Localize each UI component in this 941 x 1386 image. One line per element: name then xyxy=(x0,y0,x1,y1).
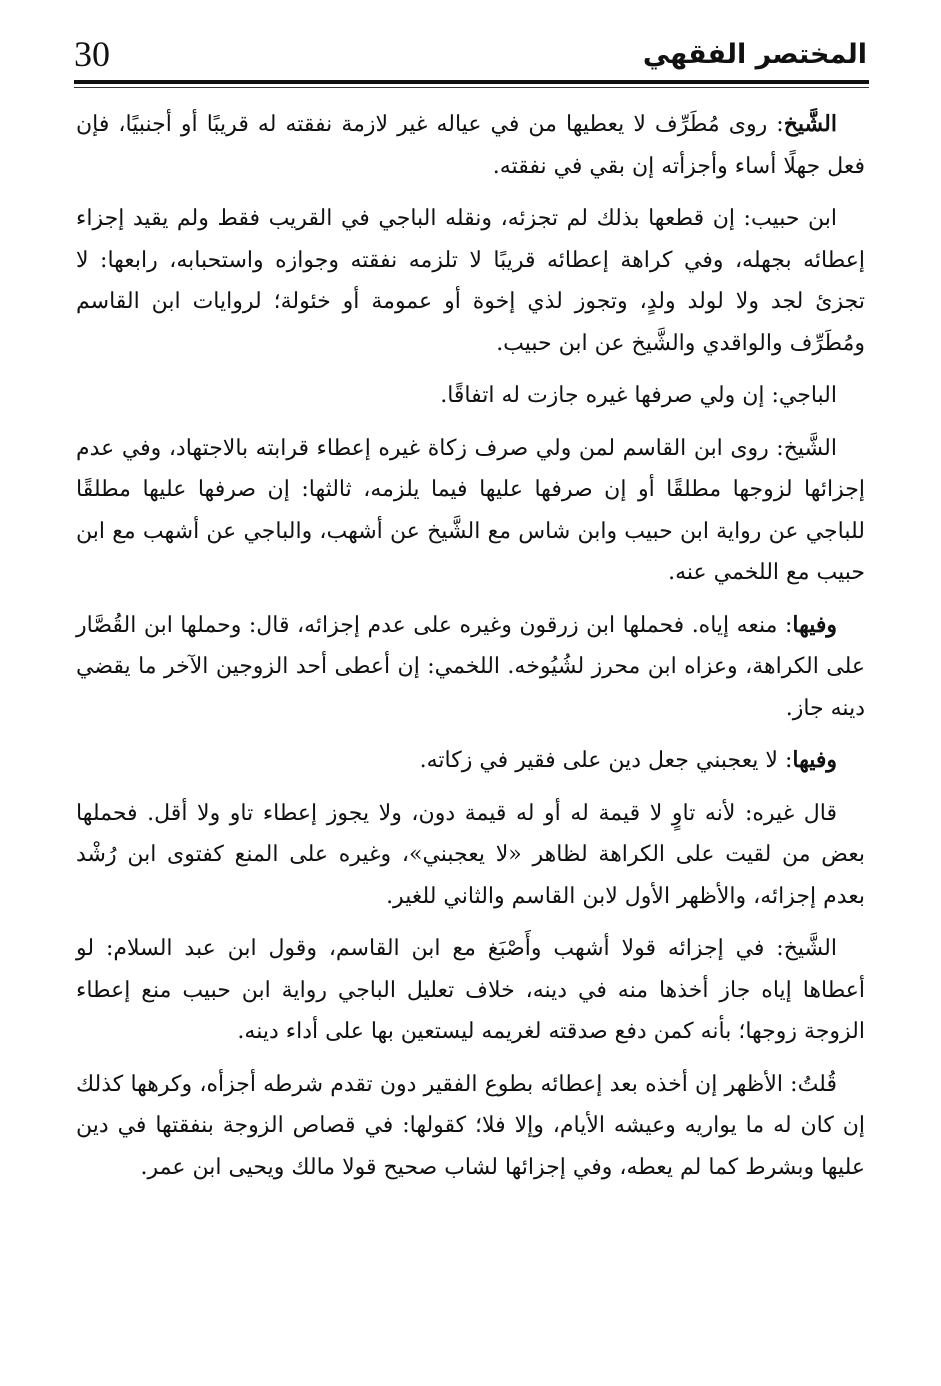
paragraph-lead: وفيها xyxy=(792,747,837,773)
paragraph-7 xyxy=(76,793,865,918)
header-rule-thick xyxy=(74,80,869,84)
book-title: المختصر الفقهي xyxy=(642,39,867,70)
paragraph-5 xyxy=(76,605,865,730)
paragraph-text: : لا يعجبني جعل دين على فقير في زكاته. xyxy=(419,748,793,773)
paragraph-text: : روى مُطَرِّف لا يعطيها من في عياله غير لازمة نفقته له قريبًا أو أجنبيًا، فإن فعل جهلًا أساء وأجزأته إن بقي في نفقته. xyxy=(76,112,865,179)
paragraph-9 xyxy=(76,1064,865,1189)
header-rule-thin xyxy=(74,87,869,88)
paragraph-8 xyxy=(76,928,865,1053)
page-number: 30 xyxy=(74,34,110,74)
page-header xyxy=(74,28,867,78)
paragraph-1 xyxy=(76,104,865,187)
paragraph-3 xyxy=(76,375,865,417)
paragraph-text: الباجي: إن ولي صرفها غيره جازت له اتفاقًا. xyxy=(440,383,837,408)
paragraph-text: الشَّيخ: في إجزائه قولا أشهب وأَصْبَغ مع ابن القاسم، وقول ابن عبد السلام: لو أعطاها إياه جاز أخذها منه في دينه، خلاف تعليل الباجي رواية ابن حبيب منع إعطاء الزوجة زوجها؛ بأنه كمن دفع صدقته لغريمه ليستعين بها على أداء دينه. xyxy=(76,936,865,1044)
paragraph-text: قال غيره: لأنه تاوٍ لا قيمة له أو له قيمة دون، ولا يجوز إعطاء تاو ولا أقل. فحملها بعض من لقيت على الكراهة لظاهر «لا يعجبني»، وغيره على المنع كفتوى ابن رُشْد بعدم إجزائه، والأظهر الأول لابن القاسم والثاني للغير. xyxy=(76,800,865,909)
paragraph-text: قُلتُ: الأظهر إن أخذه بعد إعطائه بطوع الفقير دون تقدم شرطه أجزأه، وكرهها كذلك إن كان له ما يواريه وعيشه الأيام، وإلا فلا؛ كقولها: في قصاص الزوجة بنفقتها في دين عليها وبشرط كما لم يعطه، وفي إجزائها لشاب صحيح قولا مالك ويحيى ابن عمر. xyxy=(76,1071,865,1180)
paragraph-2 xyxy=(76,198,865,364)
paragraph-text: : منعه إياه. فحملها ابن زرقون وغيره على عدم إجزائه، قال: وحملها ابن القُصَّار على الكراهة، وعزاه ابن محرز لشُيُوخه. اللخمي: إن أعطى أحد الزوجين الآخر ما يقضي دينه جاز. xyxy=(76,612,865,721)
paragraph-4 xyxy=(76,428,865,594)
paragraph-lead: وفيها xyxy=(792,611,837,638)
page-body xyxy=(76,104,865,1199)
paragraph-text: الشَّيخ: روى ابن القاسم لمن ولي صرف زكاة غيره إعطاء قرابته بالاجتهاد، وفي عدم إجزائها لزوجها مطلقًا أو إن صرفها عليها فيما يلزمه، ثالثها: إن صرفها عليها مطلقًا للباجي عن رواية ابن حبيب وابن شاس مع الشَّيخ عن أشهب، والباجي عن أشهب مع ابن حبيب مع اللخمي عنه. xyxy=(76,435,865,585)
paragraph-text: ابن حبيب: إن قطعها بذلك لم تجزئه، ونقله الباجي في القريب فقط ولم يقيد إجزاء إعطائه بجهله، وفي كراهة إعطائه قريبًا لا تلزمه نفقته وجوازه واستحبابه، رابعها: لا تجزئ لجد ولا لولد ولدٍ، وتجوز لذي إخوة أو عمومة أو خئولة؛ لروايات ابن القاسم ومُطَرِّف والواقدي والشَّيخ عن ابن حبيب. xyxy=(76,206,865,356)
paragraph-6 xyxy=(76,740,865,782)
paragraph-lead: الشَّيخ xyxy=(783,111,837,137)
